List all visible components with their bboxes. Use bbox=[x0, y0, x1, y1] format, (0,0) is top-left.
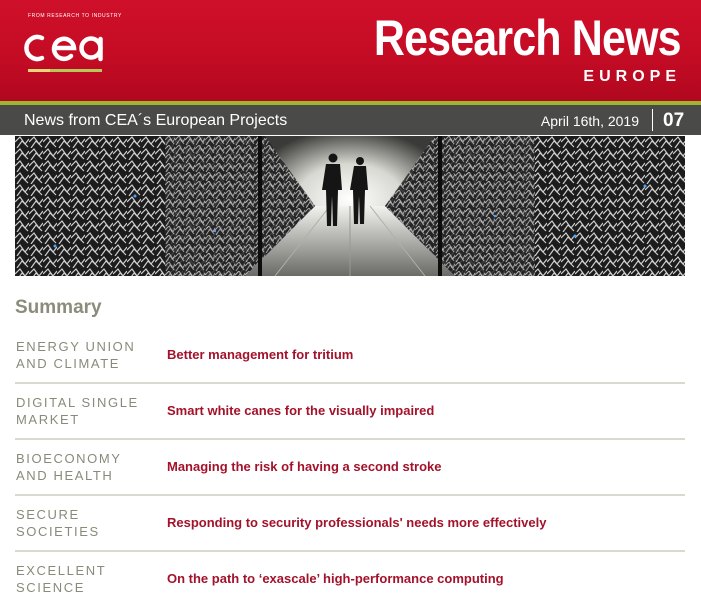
category-line1: EXCELLENT bbox=[16, 563, 107, 578]
category-line2: AND CLIMATE bbox=[16, 356, 121, 371]
newsletter-subtitle: EUROPE bbox=[583, 68, 681, 85]
list-item bbox=[15, 328, 685, 384]
article-link-white-canes[interactable]: Smart white canes for the visually impaired bbox=[167, 403, 435, 418]
category-line2: MARKET bbox=[16, 412, 80, 427]
newsletter-title: Research News bbox=[374, 10, 681, 66]
cea-logo[interactable] bbox=[22, 13, 122, 83]
cea-logo-mark bbox=[22, 21, 112, 83]
category-label bbox=[16, 506, 156, 540]
list-item bbox=[15, 384, 685, 440]
category-line1: SECURE bbox=[16, 507, 80, 522]
issue-number: 07 bbox=[663, 110, 685, 131]
logo-tagline: FROM RESEARCH TO INDUSTRY bbox=[28, 13, 122, 19]
category-label bbox=[16, 338, 156, 372]
category-line1: DIGITAL SINGLE bbox=[16, 395, 139, 410]
summary-list bbox=[15, 328, 685, 606]
list-item bbox=[15, 496, 685, 552]
article-link-stroke[interactable]: Managing the risk of having a second stroke bbox=[167, 459, 442, 474]
category-label bbox=[16, 394, 156, 428]
header-banner bbox=[0, 0, 701, 101]
category-line2: SOCIETIES bbox=[16, 524, 100, 539]
category-label bbox=[16, 562, 156, 596]
data-center-corridor-image bbox=[15, 136, 685, 276]
article-link-tritium[interactable]: Better management for tritium bbox=[167, 347, 354, 362]
info-bar bbox=[0, 105, 701, 135]
summary-heading: Summary bbox=[15, 297, 102, 318]
category-label bbox=[16, 450, 156, 484]
category-line2: AND HEALTH bbox=[16, 468, 114, 483]
article-link-exascale[interactable]: On the path to ‘exascale’ high-performance computing bbox=[167, 571, 504, 586]
category-line1: ENERGY UNION bbox=[16, 339, 136, 354]
section-title: News from CEA´s European Projects bbox=[24, 112, 288, 129]
article-link-security[interactable]: Responding to security professionals' needs more effectively bbox=[167, 515, 547, 530]
bar-divider bbox=[652, 109, 653, 131]
list-item bbox=[15, 440, 685, 496]
hero-image bbox=[15, 136, 685, 276]
category-line1: BIOECONOMY bbox=[16, 451, 122, 466]
issue-date: April 16th, 2019 bbox=[540, 113, 639, 129]
category-line2: SCIENCE bbox=[16, 580, 85, 595]
